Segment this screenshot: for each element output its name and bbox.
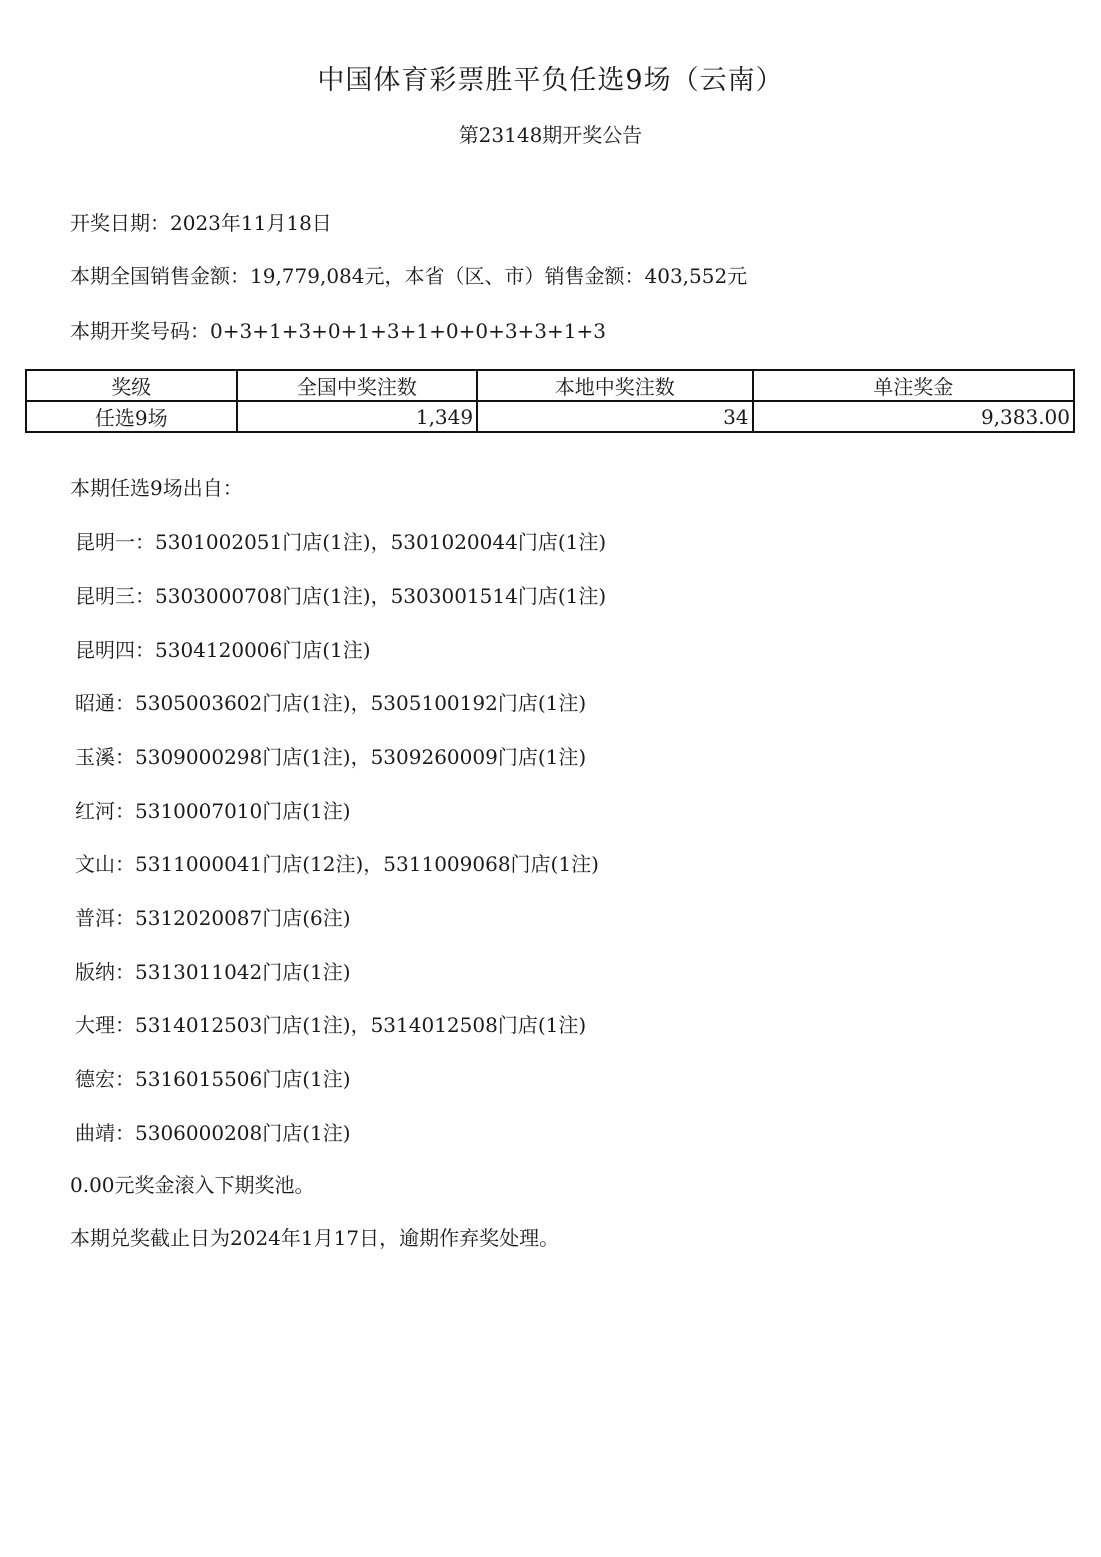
list-item: 版纳：5313011042门店(1注) (75, 960, 351, 984)
list-item: 红河：5310007010门店(1注) (75, 799, 351, 823)
list-item: 玉溪：5309000298门店(1注)，5309260009门店(1注) (75, 745, 587, 769)
prize-table (25, 369, 1075, 433)
list-item: 昭通：5305003602门店(1注)，5305100192门店(1注) (75, 691, 587, 715)
winning-numbers: 本期开奖号码：0+3+1+3+0+1+3+1+0+0+3+3+1+3 (70, 319, 606, 343)
cell-national-winners: 1,349 (237, 401, 478, 432)
list-item: 普洱：5312020087门店(6注) (75, 906, 351, 930)
page-title: 中国体育彩票胜平负任选9场（云南） (317, 65, 784, 96)
issue-subtitle: 第23148期开奖公告 (458, 123, 643, 147)
list-item: 昆明一：5301002051门店(1注)，5301020044门店(1注) (75, 530, 607, 554)
header-national-winners: 全国中奖注数 (237, 370, 478, 401)
table-row (26, 401, 1074, 432)
list-item: 昆明四：5304120006门店(1注) (75, 638, 371, 662)
header-local-winners: 本地中奖注数 (477, 370, 752, 401)
list-item: 大理：5314012503门店(1注)，5314012508门店(1注) (75, 1013, 587, 1037)
deadline-note: 本期兑奖截止日为2024年1月17日，逾期作弃奖处理。 (70, 1226, 560, 1250)
sales-amount: 本期全国销售金额：19,779,084元，本省（区、市）销售金额：403,552元 (70, 264, 748, 288)
origin-heading: 本期任选9场出自： (70, 476, 243, 500)
list-item: 昆明三：5303000708门店(1注)，5303001514门店(1注) (75, 584, 607, 608)
header-prize-level: 奖级 (26, 370, 237, 401)
cell-prize-level: 任选9场 (26, 401, 237, 432)
list-item: 德宏：5316015506门店(1注) (75, 1067, 351, 1091)
prize-table-header-row (26, 370, 1074, 401)
list-item: 曲靖：5306000208门店(1注) (75, 1121, 351, 1145)
cell-prize-per-ticket: 9,383.00 (753, 401, 1074, 432)
list-item: 文山：5311000041门店(12注)，5311009068门店(1注) (75, 852, 599, 876)
rollover-note: 0.00元奖金滚入下期奖池。 (70, 1173, 315, 1197)
header-prize-per-ticket: 单注奖金 (753, 370, 1074, 401)
cell-local-winners: 34 (477, 401, 752, 432)
draw-date: 开奖日期：2023年11月18日 (70, 211, 332, 235)
